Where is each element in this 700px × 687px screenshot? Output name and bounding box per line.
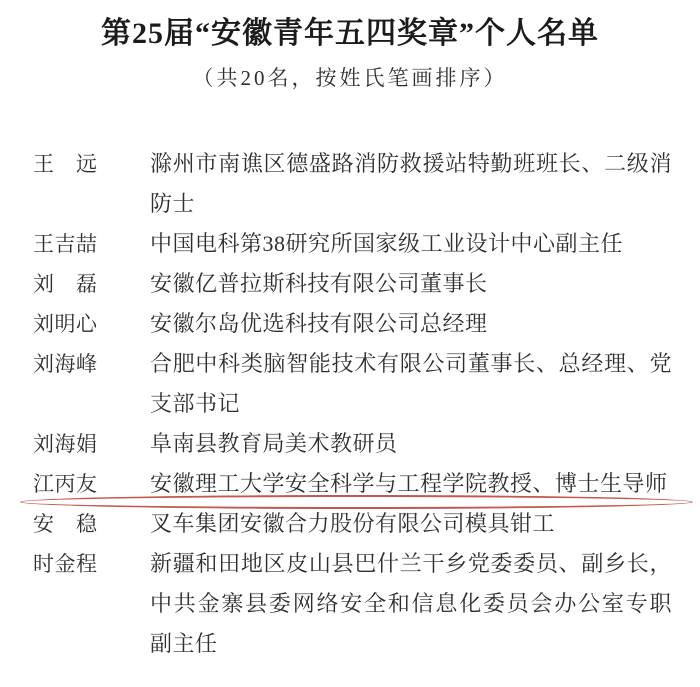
page-subtitle: （共20名，按姓氏笔画排序） [192, 66, 508, 90]
entry-description-line: 滁州市南谯区德盛路消防救援站特勤班班长、二级消 [150, 151, 672, 176]
entry-description [150, 144, 672, 224]
entry-description [150, 544, 672, 664]
entry-description [150, 304, 672, 344]
entry-name: 安稳 [33, 512, 97, 536]
entry-description-line: 防士 [150, 191, 196, 216]
entry-name: 时金程 [33, 552, 97, 576]
entry-name: 刘明心 [33, 312, 97, 336]
entry-name: 刘磊 [33, 272, 97, 296]
entry-description-line: 安徽亿普拉斯科技有限公司董事长 [150, 271, 488, 296]
entry-description-line: 叉车集团安徽合力股份有限公司模具钳工 [150, 511, 556, 536]
entry-description-line: 支部书记 [150, 391, 241, 416]
entry-description-line: 阜南县教育局美术教研员 [150, 431, 398, 456]
entry-description [150, 424, 672, 464]
entry-name: 江丙友 [33, 472, 97, 496]
entry-description [150, 344, 672, 424]
entry-name: 王远 [33, 152, 97, 176]
list-item [0, 464, 700, 504]
entry-description-line: 中国电科第38研究所国家级工业设计中心副主任 [150, 231, 624, 256]
list-item [0, 504, 700, 544]
entry-description [150, 224, 672, 264]
entry-description [150, 264, 672, 304]
page-title: 第25届“安徽青年五四奖章”个人名单 [101, 17, 599, 50]
entry-description-line: 中共金寨县委网络安全和信息化委员会办公室专职 [150, 591, 672, 616]
list-item [0, 424, 700, 464]
entry-description-line: 合肥中科类脑智能技术有限公司董事长、总经理、党 [150, 351, 672, 376]
entry-description [150, 504, 672, 544]
entry-description [150, 464, 672, 504]
award-winner-list [0, 144, 700, 664]
list-item [0, 224, 700, 264]
list-item [0, 544, 700, 664]
entry-description-line: 安徽尔岛优选科技有限公司总经理 [150, 311, 488, 336]
list-item [0, 264, 700, 304]
list-item [0, 304, 700, 344]
list-item [0, 344, 700, 424]
entry-description-line: 副主任 [150, 631, 218, 656]
list-item [0, 144, 700, 224]
entry-description-line: 安徽理工大学安全科学与工程学院教授、博士生导师 [150, 471, 668, 496]
entry-name: 王吉喆 [33, 232, 97, 256]
entry-description-line: 新疆和田地区皮山县巴什兰干乡党委委员、副乡长， [150, 551, 672, 576]
entry-name: 刘海娟 [33, 432, 97, 456]
entry-name: 刘海峰 [33, 352, 97, 376]
